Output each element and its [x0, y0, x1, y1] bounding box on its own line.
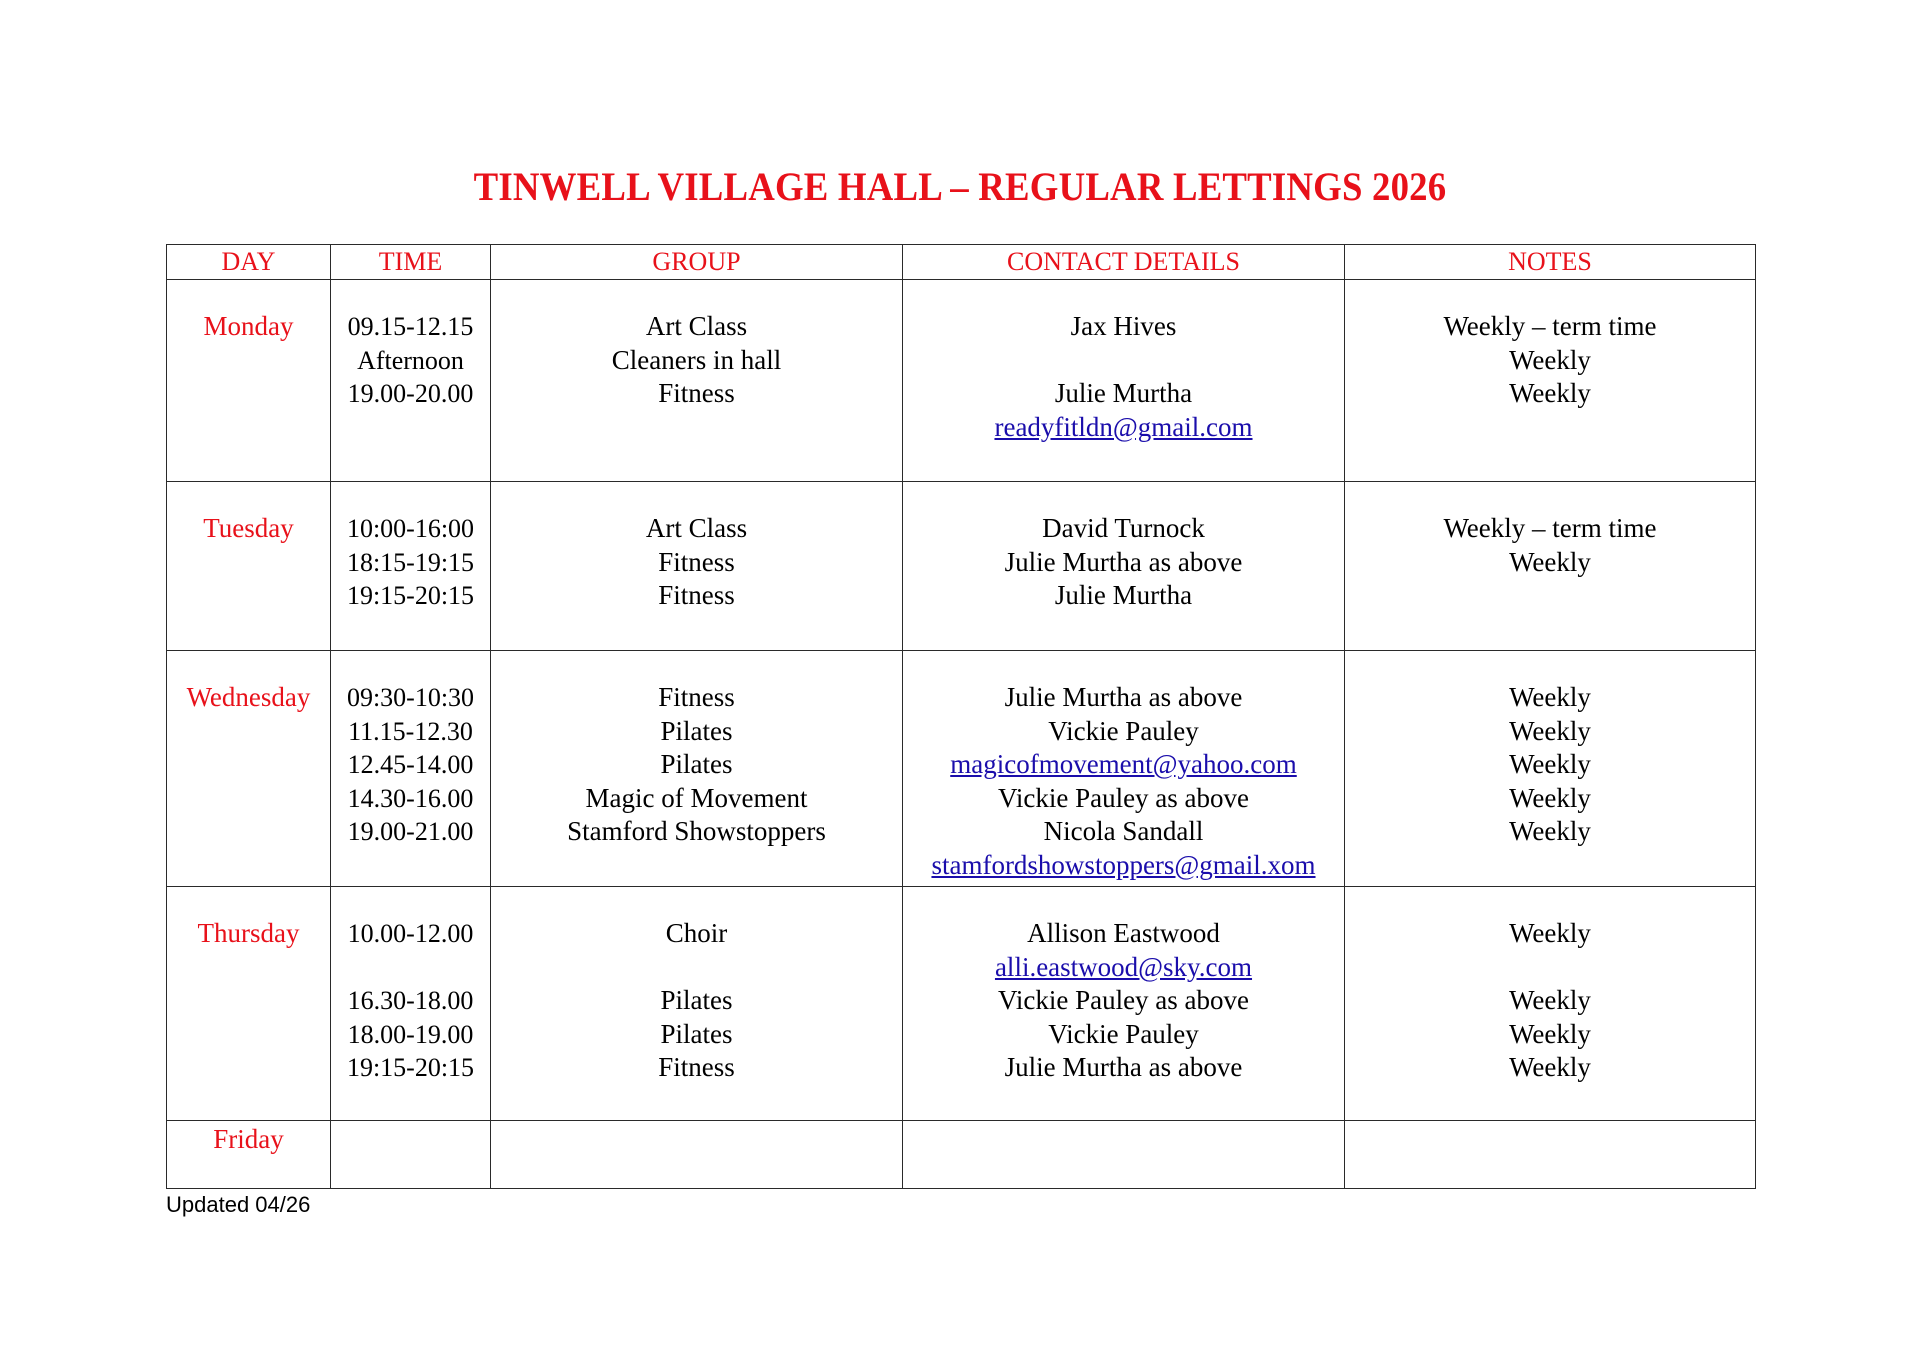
note: Weekly – term time: [1443, 311, 1657, 341]
note: Weekly: [1509, 918, 1591, 948]
time-slot: 18.00-19.00: [347, 1019, 474, 1049]
contact-name: Nicola Sandall: [1043, 816, 1204, 847]
contact-name: Vickie Pauley as above: [997, 985, 1250, 1016]
day-label: Friday: [213, 1124, 284, 1154]
note: Weekly: [1509, 344, 1591, 375]
contact-name: Vickie Pauley as above: [997, 782, 1250, 813]
group-name-spacer: [491, 951, 902, 985]
note: Weekly – term time: [1443, 513, 1657, 543]
time-slot: 19.00-21.00: [347, 817, 474, 847]
group-cell: [491, 280, 903, 482]
group-name: Pilates: [660, 985, 733, 1016]
time-slot: 19.00-20.00: [347, 379, 474, 409]
group-name: Fitness: [658, 546, 735, 577]
group-name: Pilates: [660, 715, 733, 746]
time-slot: 19:15-20:15: [346, 1053, 475, 1083]
contact-name: Vickie Pauley: [1048, 1018, 1199, 1049]
day-cell: [167, 280, 331, 482]
contact-name: Julie Murtha as above: [1004, 546, 1243, 577]
contact-name: Julie Murtha: [1054, 580, 1193, 611]
note-spacer: [1345, 951, 1755, 985]
table-row-thursday: [167, 887, 1756, 1121]
group-name: Pilates: [660, 749, 733, 780]
notes-cell: [1345, 887, 1756, 1121]
note: Weekly: [1509, 782, 1591, 813]
group-name: Fitness: [658, 378, 735, 409]
note: Weekly: [1509, 715, 1591, 746]
note: Weekly: [1509, 749, 1591, 780]
group-cell: [491, 651, 903, 887]
group-name: Fitness: [658, 580, 735, 611]
table-row-tuesday: [167, 482, 1756, 651]
contact-spacer: [903, 344, 1344, 378]
table-row-friday: [167, 1121, 1756, 1189]
time-cell: [331, 651, 491, 887]
table-row-wednesday: [167, 651, 1756, 887]
notes-cell: [1345, 651, 1756, 887]
day-label: Monday: [203, 311, 294, 341]
table-header-row: [167, 245, 1756, 280]
header-notes: NOTES: [1345, 245, 1756, 280]
contact-name: Julie Murtha as above: [1004, 1052, 1243, 1083]
contact-cell: [903, 887, 1345, 1121]
note: Weekly: [1509, 1052, 1591, 1083]
contact-cell: [903, 1121, 1345, 1189]
note: Weekly: [1509, 1018, 1591, 1049]
day-label: Wednesday: [186, 682, 311, 712]
group-cell: [491, 482, 903, 651]
contact-email-link[interactable]: readyfitldn@gmail.com: [994, 411, 1253, 442]
contact-name: Julie Murtha: [1054, 378, 1193, 409]
contact-cell: [903, 651, 1345, 887]
group-name: Art Class: [645, 311, 748, 341]
contact-name: Allison Eastwood: [1027, 918, 1220, 948]
group-cell: [491, 887, 903, 1121]
time-slot: 19:15-20:15: [346, 581, 475, 611]
table-row-monday: [167, 280, 1756, 482]
time-slot: Afternoon: [357, 345, 464, 375]
time-slot: 09.15-12.15: [347, 312, 474, 341]
note: Weekly: [1509, 378, 1591, 409]
note: Weekly: [1509, 546, 1591, 577]
time-slot: 11.15-12.30: [348, 716, 473, 746]
lettings-table: [166, 244, 1756, 1189]
time-cell: [331, 482, 491, 651]
contact-email-link[interactable]: stamfordshowstoppers@gmail.xom: [931, 849, 1316, 880]
time-slot: 14.30-16.00: [347, 783, 474, 813]
day-cell: [167, 887, 331, 1121]
contact-name: David Turnock: [1042, 513, 1205, 543]
notes-cell: [1345, 1121, 1756, 1189]
group-name: Art Class: [645, 513, 748, 543]
day-label: Tuesday: [203, 513, 294, 543]
group-name: Fitness: [658, 682, 735, 712]
time-slot-spacer: [331, 951, 490, 985]
group-name: Stamford Showstoppers: [567, 816, 826, 847]
day-cell: [167, 1121, 331, 1189]
day-cell: [167, 482, 331, 651]
day-label: Thursday: [197, 918, 300, 948]
time-cell: [331, 887, 491, 1121]
time-cell: [331, 1121, 491, 1189]
contact-cell: [903, 482, 1345, 651]
time-slot: 12.45-14.00: [347, 750, 474, 780]
time-slot: 10:00-16:00: [346, 514, 475, 543]
header-time: TIME: [331, 245, 491, 280]
notes-cell: [1345, 280, 1756, 482]
note: Weekly: [1509, 985, 1591, 1016]
page-title: TINWELL VILLAGE HALL – REGULAR LETTINGS 2026: [473, 164, 1447, 209]
group-name: Pilates: [660, 1018, 733, 1049]
contact-name: Julie Murtha as above: [1004, 682, 1243, 712]
time-slot: 09:30-10:30: [346, 683, 475, 712]
day-cell: [167, 651, 331, 887]
notes-cell: [1345, 482, 1756, 651]
group-name: Cleaners in hall: [611, 344, 782, 375]
time-cell: [331, 280, 491, 482]
contact-name: Jax Hives: [1070, 311, 1177, 341]
updated-note: Updated 04/26: [166, 1192, 311, 1217]
time-slot: 10.00-12.00: [347, 919, 474, 948]
header-contact-details: CONTACT DETAILS: [903, 245, 1345, 280]
header-day: DAY: [167, 245, 331, 280]
group-name: Fitness: [658, 1052, 735, 1083]
group-name: Magic of Movement: [585, 782, 808, 813]
group-name: Choir: [665, 918, 728, 948]
time-slot: 16.30-18.00: [347, 986, 474, 1016]
time-slot: 18:15-19:15: [346, 547, 475, 577]
contact-name: Vickie Pauley: [1048, 715, 1199, 746]
group-cell: [491, 1121, 903, 1189]
contact-email-link[interactable]: alli.eastwood@sky.com: [994, 951, 1253, 982]
note: Weekly: [1509, 816, 1591, 847]
contact-cell: [903, 280, 1345, 482]
header-group: GROUP: [491, 245, 903, 280]
note: Weekly: [1509, 682, 1591, 712]
contact-email-link[interactable]: magicofmovement@yahoo.com: [950, 749, 1297, 780]
